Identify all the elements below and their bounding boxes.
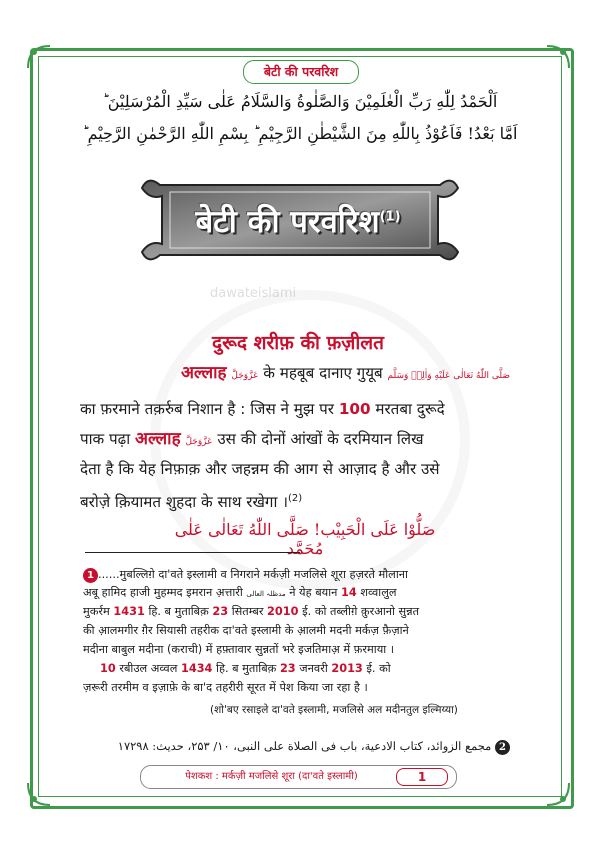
watermark-text: dawateislami <box>210 286 297 301</box>
footnote-number-badge: 1 <box>83 568 98 583</box>
corner-ornament-icon <box>545 781 571 807</box>
footnote-separator <box>85 552 300 553</box>
section-heading: दुरूद शरीफ़ की फ़ज़ीलत <box>212 332 384 354</box>
footnote-1-line-6: 10 रबीउल अव्वल 1434 हि. ब मुताबिक़ 23 जनवरी 2013 ई. को <box>100 662 391 675</box>
footnote-1-line-4: की आ़लमगीर ग़ैर सियासी तहरीक दा'वते इस्लामी के आ़लमी मदनी मर्कज़ फ़ैज़ाने <box>83 624 409 637</box>
corner-ornament-icon <box>26 44 52 70</box>
footnote-1-line-2: अबू हामिद हाजी मुहम्मद इमरान अ़त्तारी مدظلہ العالی ने येह बयान 14 शव्वालुल <box>83 586 397 599</box>
running-header: बेटी की परवरिश <box>243 60 359 84</box>
salawat-line: صَلُّوْا عَلَی الْحَبِیْب! صَلَّی اللّٰهُ تَعَالٰی عَلٰی مُحَمَّد <box>174 520 436 558</box>
footnote-1-line-5: मदीना बाबुल मदीना (कराची) में हफ़्तावार सुन्नतों भरे इजतिमाअ़ में फ़रमाया । <box>83 643 395 656</box>
footnote-1-line-1: 1 ......मुबल्लिग़े दा'वते इस्लामी व निगराने मर्कज़ी मजलिसे शूरा हज़रते मौलाना <box>83 566 513 584</box>
corner-ornament-icon <box>545 44 571 70</box>
arabic-hamd-line: اَلْحَمْدُ لِلّٰهِ رَبِّ الْعٰلَمِیْنَ وَالصَّلٰوةُ وَالسَّلَامُ عَلٰی سَیِّدِ الْمُرْسَلِیْنَ ؕ <box>102 92 498 111</box>
body-line-3: पाक पढ़ा अल्लाह عَزَّوَجَلَّ उस की दोनों आंखों के दरमियान लिख <box>80 429 424 449</box>
footnote-1-line-3: मुकर्रम 1431 हि. ब मुताबिक़ 23 सितम्बर 2010 ई. को तब्लीग़े क़ुरआनो सुन्नत <box>83 605 420 618</box>
body-line-1: अल्लाह عَزَّوَجَلَّ के महबूब दानाए गुयूब صَلَّی اللّٰهُ تَعَالٰی عَلَیْهِ وَاٰلِهٖ وَسَلَّم <box>180 363 510 383</box>
footnote-number-badge: 2 <box>495 740 510 755</box>
corner-ornament-icon <box>26 781 52 807</box>
page-footer <box>140 765 457 789</box>
arabic-taawwuz-line: اَمَّا بَعْدُ! فَاَعُوْذُ بِاللّٰهِ مِنَ الشَّیْطٰنِ الرَّجِیْمِ ؕ بِسْمِ اللّٰهِ الرَّحْمٰنِ الرَّحِیْمِ ؕ <box>82 124 518 143</box>
footnote-1-credit: (शो'बए रसाइले दा'वते इस्लामी, मजलिसे अल मदीनतुल इल्मिय्या) <box>210 704 458 716</box>
body-line-2: का फ़रमाने तक़र्रुब निशान है : जिस ने मुझ पर 100 मरतबा दुरूदे <box>80 400 445 418</box>
page-number: 1 <box>396 768 448 786</box>
body-line-4: देता है कि येह निफ़ाक़ और जहन्नम की आग से आज़ाद है और उसे <box>80 460 440 478</box>
footnote-2: 2 مجمع الزوائد، کتاب الادعیة، باب فی الصلاة علی النبی، ۱۰/ ۲۵۳، حدیث: ۱۷۲۹۸ <box>140 738 510 756</box>
footnote-1-line-7: ज़रूरी तरमीम व इज़ाफ़े के बा'द तहरीरी सूरत में पेश किया जा रहा है । <box>83 681 368 694</box>
footer-presenter: पेशकश : मर्कज़ी मजलिसे शूरा (दा'वते इस्लामी) <box>185 771 358 782</box>
banner-title: बेटी की परवरिश$^{(1)}$ <box>195 204 401 240</box>
body-line-5: बरोज़े क़ियामत शुहदा के साथ रखेगा ।$^{(2)}$ <box>80 493 303 512</box>
